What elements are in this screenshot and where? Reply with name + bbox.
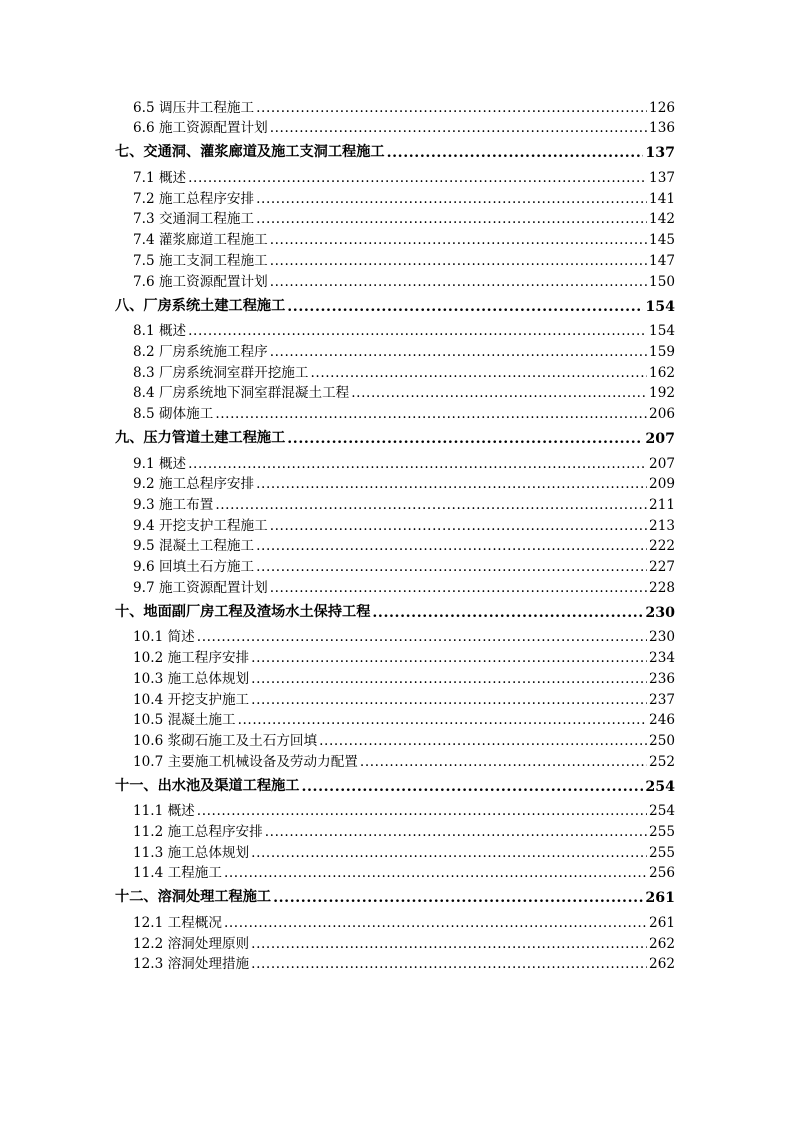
dot-leader [372, 605, 643, 621]
dot-leader [270, 518, 647, 534]
toc-entry-title: 9.7 施工资源配置计划 [133, 579, 268, 596]
toc-section-entry[interactable] [115, 227, 675, 248]
toc-section-entry[interactable] [115, 165, 675, 186]
toc-page-number: 206 [649, 405, 675, 422]
dot-leader [270, 253, 647, 269]
toc-entry-title: 八、厂房系统土建工程施工 [115, 297, 286, 314]
toc-entry-title: 8.1 概述 [133, 323, 187, 340]
toc-entry-title: 7.4 灌浆廊道工程施工 [133, 232, 268, 249]
toc-section-entry[interactable] [115, 666, 675, 687]
toc-section-entry[interactable] [115, 339, 675, 360]
toc-page-number: 246 [649, 712, 675, 729]
dot-leader [251, 650, 647, 666]
toc-page-number: 145 [649, 232, 675, 249]
toc-section-entry[interactable] [115, 534, 675, 555]
toc-chapter-entry[interactable] [115, 598, 675, 621]
dot-leader [270, 232, 647, 248]
toc-entry-title: 9.1 概述 [133, 455, 187, 472]
dot-leader [215, 497, 647, 513]
toc-entry-title: 9.2 施工总程序安排 [133, 476, 255, 493]
toc-section-entry[interactable] [115, 708, 675, 729]
toc-page-number: 236 [649, 670, 675, 687]
toc-chapter-entry[interactable] [115, 138, 675, 161]
table-of-contents [115, 95, 675, 972]
toc-entry-title: 11.1 概述 [133, 803, 195, 820]
toc-entry-title: 9.3 施工布置 [133, 497, 214, 513]
toc-section-entry[interactable] [115, 645, 675, 666]
toc-section-entry[interactable] [115, 749, 675, 770]
toc-entry-title: 7.1 概述 [133, 170, 187, 187]
toc-section-entry[interactable] [115, 248, 675, 269]
toc-entry-title: 10.5 混凝土施工 [133, 712, 236, 729]
dot-leader [319, 733, 647, 749]
toc-page-number: 211 [649, 497, 675, 513]
toc-page-number: 262 [649, 935, 675, 952]
dot-leader [273, 890, 643, 906]
toc-entry-title: 10.4 开挖支护施工 [133, 691, 250, 708]
toc-page-number: 207 [649, 455, 675, 472]
toc-section-entry[interactable] [115, 492, 675, 513]
dot-leader [301, 779, 643, 795]
toc-section-entry[interactable] [115, 95, 675, 116]
toc-section-entry[interactable] [115, 360, 675, 381]
dot-leader [251, 956, 647, 972]
toc-page-number: 154 [645, 298, 675, 315]
toc-page-number: 209 [649, 476, 675, 493]
toc-entry-title: 7.2 施工总程序安排 [133, 190, 255, 207]
dot-leader [188, 323, 647, 339]
toc-entry-title: 8.4 厂房系统地下洞室群混凝土工程 [133, 385, 350, 402]
toc-entry-title: 九、压力管道土建工程施工 [115, 429, 286, 446]
toc-section-entry[interactable] [115, 116, 675, 137]
dot-leader [251, 845, 647, 861]
dot-leader [251, 936, 647, 952]
dot-leader [251, 692, 647, 708]
toc-chapter-entry[interactable] [115, 424, 675, 447]
toc-entry-title: 8.3 厂房系统洞室群开挖施工 [133, 364, 309, 381]
dot-leader [270, 580, 647, 596]
dot-leader [197, 629, 647, 645]
toc-entry-title: 12.3 溶洞处理措施 [133, 956, 250, 973]
toc-entry-title: 10.2 施工程序安排 [133, 650, 250, 667]
toc-entry-title: 9.6 回填土石方施工 [133, 559, 255, 576]
toc-page-number: 137 [645, 145, 675, 162]
toc-entry-title: 11.2 施工总程序安排 [133, 823, 263, 840]
dot-leader [287, 299, 643, 315]
toc-section-entry[interactable] [115, 381, 675, 402]
toc-entry-title: 11.4 工程施工 [133, 865, 222, 882]
toc-page-number: 256 [649, 865, 675, 882]
toc-entry-title: 10.1 简述 [133, 629, 195, 646]
dot-leader [256, 191, 647, 207]
toc-page-number: 227 [649, 559, 675, 576]
toc-page-number: 207 [645, 430, 675, 447]
toc-page-number: 252 [649, 753, 675, 770]
toc-section-entry[interactable] [115, 799, 675, 820]
toc-page-number: 192 [649, 385, 675, 402]
toc-chapter-entry[interactable] [115, 292, 675, 315]
toc-page-number: 142 [649, 211, 675, 228]
toc-page-number: 261 [649, 915, 675, 931]
toc-page-number: 150 [649, 273, 675, 290]
toc-page-number: 250 [649, 732, 675, 749]
toc-section-entry[interactable] [115, 687, 675, 708]
toc-entry-title: 7.5 施工支洞工程施工 [133, 252, 268, 269]
toc-section-entry[interactable] [115, 819, 675, 840]
toc-page-number: 255 [649, 844, 675, 861]
toc-section-entry[interactable] [115, 207, 675, 228]
toc-entry-title: 十一、出水池及渠道工程施工 [115, 777, 300, 794]
toc-section-entry[interactable] [115, 861, 675, 882]
toc-page-number: 261 [645, 890, 675, 907]
toc-entry-title: 8.2 厂房系统施工程序 [133, 343, 268, 360]
dot-leader [287, 431, 643, 447]
toc-page-number: 230 [649, 629, 675, 646]
toc-entry-title: 十、地面副厂房工程及渣场水土保持工程 [115, 603, 371, 620]
toc-section-entry[interactable] [115, 728, 675, 749]
toc-page-number: 234 [649, 650, 675, 667]
toc-entry-title: 9.5 混凝土工程施工 [133, 538, 255, 555]
toc-page-number: 141 [649, 190, 675, 207]
toc-section-entry[interactable] [115, 319, 675, 340]
dot-leader [224, 865, 647, 881]
toc-section-entry[interactable] [115, 451, 675, 472]
toc-section-entry[interactable] [115, 513, 675, 534]
dot-leader [224, 915, 647, 931]
toc-entry-title: 7.3 交通洞工程施工 [133, 211, 255, 228]
toc-page-number: 255 [649, 823, 675, 840]
toc-section-entry[interactable] [115, 554, 675, 575]
dot-leader [270, 274, 647, 290]
dot-leader [270, 120, 647, 136]
toc-chapter-entry[interactable] [115, 883, 675, 906]
toc-page-number: 228 [649, 579, 675, 596]
toc-page-number: 154 [649, 323, 675, 340]
toc-entry-title: 8.5 砌体施工 [133, 405, 214, 422]
toc-page-number: 159 [649, 343, 675, 360]
dot-leader [360, 754, 647, 770]
toc-page-number: 126 [649, 99, 675, 116]
dot-leader [197, 803, 647, 819]
toc-section-entry[interactable] [115, 401, 675, 422]
toc-chapter-entry[interactable] [115, 772, 675, 795]
toc-section-entry[interactable] [115, 575, 675, 596]
toc-page-number: 230 [645, 604, 675, 621]
toc-section-entry[interactable] [115, 186, 675, 207]
toc-page-number: 237 [649, 691, 675, 708]
toc-entry-title: 10.3 施工总体规划 [133, 670, 250, 687]
toc-page-number: 147 [649, 252, 675, 269]
dot-leader [188, 170, 647, 186]
toc-section-entry[interactable] [115, 840, 675, 861]
dot-leader [270, 344, 647, 360]
toc-entry-title: 12.1 工程概况 [133, 915, 222, 931]
dot-leader [265, 824, 647, 840]
dot-leader [256, 211, 647, 227]
dot-leader [238, 712, 647, 728]
toc-entry-title: 10.7 主要施工机械设备及劳动力配置 [133, 753, 358, 770]
dot-leader [256, 476, 647, 492]
dot-leader [188, 456, 647, 472]
toc-section-entry[interactable] [115, 910, 675, 931]
dot-leader [256, 538, 647, 554]
dot-leader [251, 671, 647, 687]
toc-section-entry[interactable] [115, 269, 675, 290]
toc-entry-title: 7.6 施工资源配置计划 [133, 273, 268, 290]
toc-page-number: 136 [649, 120, 675, 137]
toc-page-number: 254 [645, 778, 675, 795]
toc-entry-title: 6.5 调压井工程施工 [133, 99, 255, 116]
dot-leader [256, 100, 647, 116]
toc-section-entry[interactable] [115, 952, 675, 973]
dot-leader [351, 385, 647, 401]
dot-leader [310, 365, 647, 381]
toc-page-number: 254 [649, 803, 675, 820]
toc-entry-title: 9.4 开挖支护工程施工 [133, 517, 268, 534]
toc-entry-title: 七、交通洞、灌浆廊道及施工支洞工程施工 [115, 144, 385, 161]
toc-section-entry[interactable] [115, 472, 675, 493]
toc-page-number: 137 [649, 170, 675, 187]
toc-section-entry[interactable] [115, 625, 675, 646]
dot-leader [256, 559, 647, 575]
toc-entry-title: 十二、溶洞处理工程施工 [115, 889, 272, 906]
toc-entry-title: 12.2 溶洞处理原则 [133, 935, 250, 952]
toc-entry-title: 6.6 施工资源配置计划 [133, 120, 268, 137]
dot-leader [387, 145, 644, 161]
toc-page-number: 162 [649, 364, 675, 381]
toc-entry-title: 10.6 浆砌石施工及土石方回填 [133, 732, 318, 749]
toc-page-number: 262 [649, 956, 675, 973]
toc-page-number: 222 [649, 538, 675, 555]
toc-page-number: 213 [649, 517, 675, 534]
toc-section-entry[interactable] [115, 931, 675, 952]
toc-entry-title: 11.3 施工总体规划 [133, 844, 250, 861]
dot-leader [215, 406, 647, 422]
